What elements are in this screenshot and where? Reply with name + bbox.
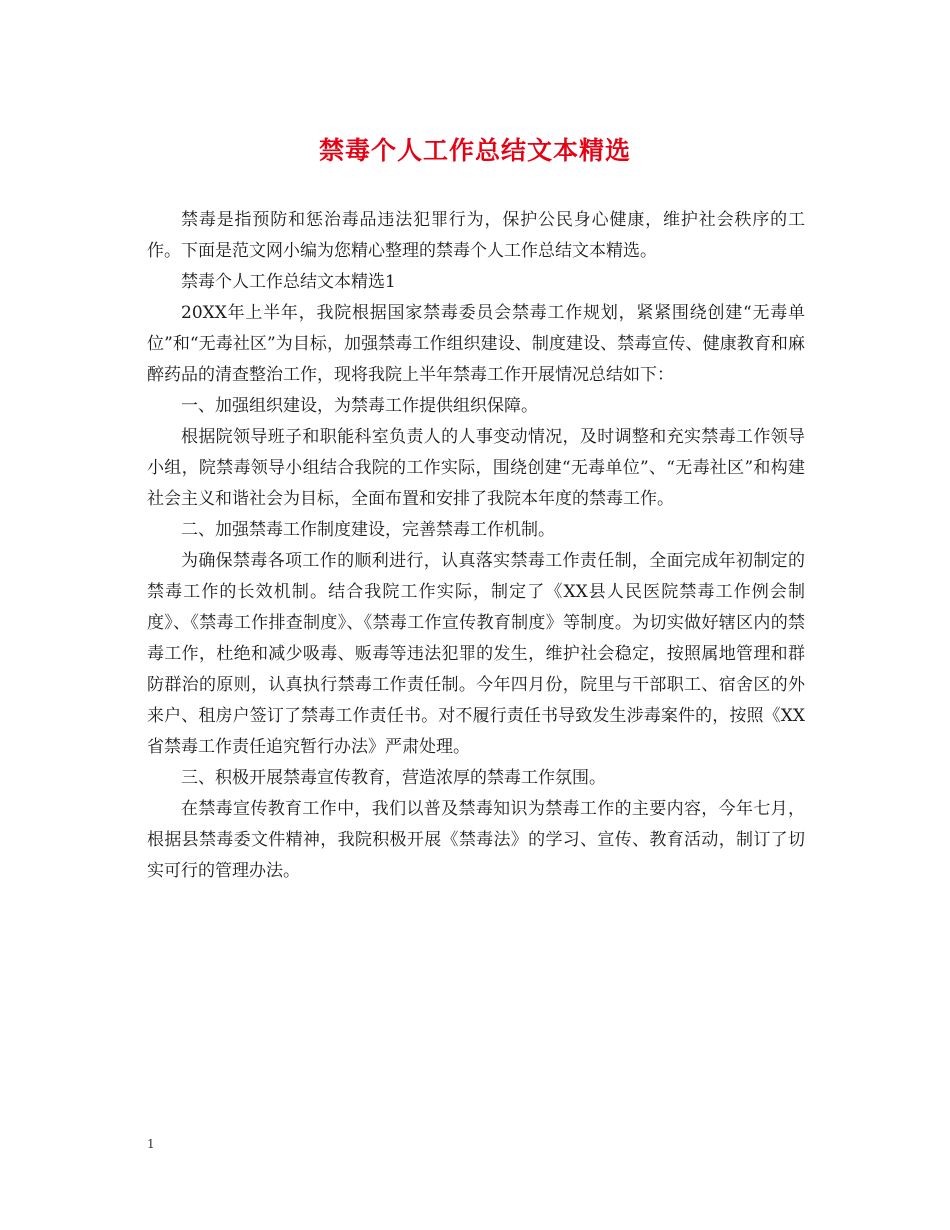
paragraph-section-2: 为确保禁毒各项工作的顺利进行，认真落实禁毒工作责任制，全面完成年初制定的禁毒工作的长效机制。结合我院工作实际，制定了《XX县人民医院禁毒工作例会制度》、《禁毒工作排查制度》、《禁毒工作宣传教育制度》等制度。为切实做好辖区内的禁毒工作，杜绝和减少吸毒、贩毒等违法犯罪的发生，维护社会稳定，按照属地管理和群防群治的原则，认真执行禁毒工作责任制。今年四月份，院里与干部职工、宿舍区的外来户、租房户签订了禁毒工作责任书。对不履行责任书导致发生涉毒案件的，按照《XX省禁毒工作责任追究暂行办法》严肃处理。 [147, 551, 805, 757]
paragraph-intro: 禁毒是指预防和惩治毒品违法犯罪行为，保护公民身心健康，维护社会秩序的工作。下面是范文网小编为您精心整理的禁毒个人工作总结文本精选。 [147, 210, 805, 261]
section-heading-2: 二、加强禁毒工作制度建设，完善禁毒工作机制。 [181, 520, 555, 540]
paragraph-section-3: 在禁毒宣传教育工作中，我们以普及禁毒知识为禁毒工作的主要内容，今年七月，根据县禁毒委文件精神，我院积极开展《禁毒法》的学习、宣传、教育活动，制订了切实可行的管理办法。 [147, 799, 805, 881]
document-title: 禁毒个人工作总结文本精选 [318, 136, 631, 165]
paragraph-summary: 20XX年上半年，我院根据国家禁毒委员会禁毒工作规划，紧紧围绕创建“无毒单位”和“无毒社区”为目标，加强禁毒工作组织建设、制度建设、禁毒宣传、健康教育和麻醉药品的清查整治工作，现将我院上半年禁毒工作开展情况总结如下： [147, 303, 805, 385]
section-heading-1: 一、加强组织建设，为禁毒工作提供组织保障。 [181, 396, 538, 416]
paragraph-heading-1: 禁毒个人工作总结文本精选1 [181, 272, 396, 292]
document-body [147, 205, 805, 887]
section-heading-3: 三、积极开展禁毒宣传教育，营造浓厚的禁毒工作氛围。 [181, 768, 606, 788]
page-number: 1 [147, 1137, 155, 1151]
paragraph-section-1: 根据院领导班子和职能科室负责人的人事变动情况，及时调整和充实禁毒工作领导小组，院禁毒领导小组结合我院的工作实际，围绕创建“无毒单位”、“无毒社区”和构建社会主义和谐社会为目标，全面布置和安排了我院本年度的禁毒工作。 [147, 427, 805, 509]
